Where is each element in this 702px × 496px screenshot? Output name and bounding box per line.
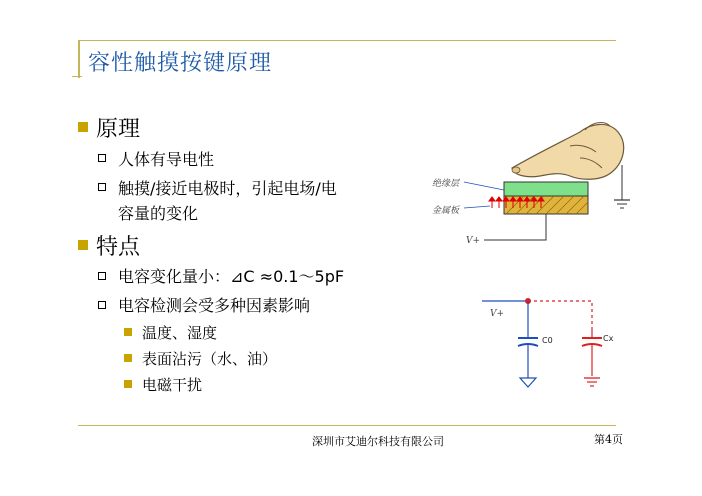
section-heading-features: 特点 — [96, 235, 141, 260]
title-left-rule — [78, 40, 80, 78]
subitem-emi: 电磁干扰 — [142, 376, 203, 394]
item-bullet — [98, 272, 106, 280]
title-top-rule — [78, 40, 616, 41]
item-influencing-factors: 电容检测会受多种因素影响 — [118, 296, 311, 315]
subitem-bullet — [124, 380, 132, 388]
subitem-bullet — [124, 328, 132, 336]
subitem-contamination: 表面沾污（水、油） — [142, 350, 278, 368]
item-bullet — [98, 301, 106, 309]
dashed-connection — [528, 301, 592, 328]
item-capacitance-range: 电容变化量小：⊿C ≈0.1～5pF — [118, 267, 345, 286]
title-tick-rule — [72, 76, 82, 77]
vplus-label: V+ — [466, 236, 481, 246]
footer-company: 深圳市艾迪尔科技有限公司 — [312, 435, 444, 448]
footer-rule — [78, 425, 616, 426]
section-bullet — [78, 122, 88, 132]
subitem-temperature: 温度、湿度 — [142, 324, 218, 342]
insulator-label: 绝缘层 — [432, 179, 460, 189]
ground-icon — [520, 378, 536, 387]
equivalent-circuit — [480, 290, 610, 400]
metal-plate-label: 金属板 — [432, 206, 460, 216]
insulator-layer — [504, 182, 588, 196]
item-field-change-line1: 触摸/接近电极时，引起电场/电 — [118, 179, 337, 198]
item-bullet — [98, 154, 106, 162]
section-heading-principle: 原理 — [96, 117, 141, 142]
finger-icon — [512, 123, 624, 180]
circuit-vplus-label: V+ — [490, 309, 505, 319]
page-number: 第4页 — [594, 433, 623, 446]
section-bullet — [78, 240, 88, 250]
c0-label: C0 — [542, 336, 553, 345]
subitem-bullet — [124, 354, 132, 362]
page-title: 容性触摸按键原理 — [88, 51, 273, 76]
item-field-change-line2: 容量的变化 — [118, 204, 199, 223]
item-conductive: 人体有导电性 — [118, 150, 215, 169]
item-bullet — [98, 183, 106, 191]
cx-label: Cx — [603, 334, 614, 343]
